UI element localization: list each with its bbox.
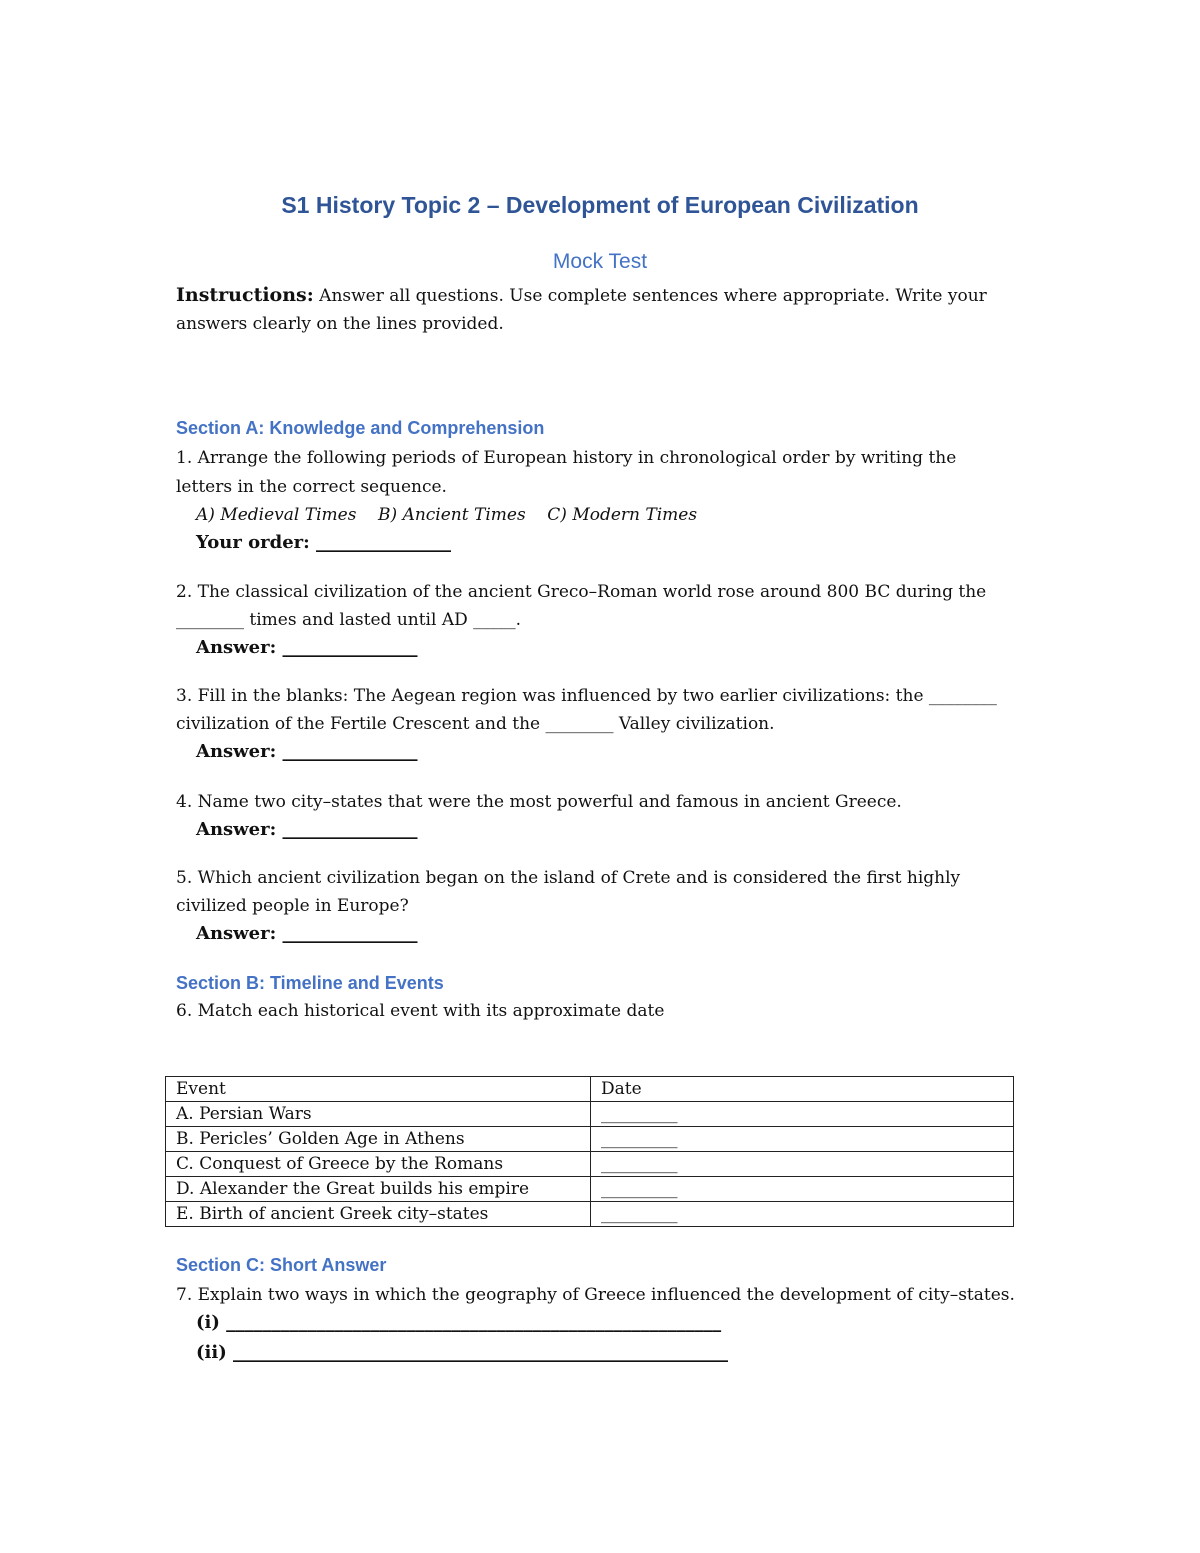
date-blank-cell: _________ <box>591 1127 1014 1152</box>
q4-line-1: 4. Name two city–states that were the most powerful and famous in ancient Greece. <box>176 792 902 812</box>
page-subtitle: Mock Test <box>552 250 648 273</box>
q3-line-2: civilization of the Fertile Crescent and the ________ Valley civilization. <box>176 714 775 734</box>
events-table <box>165 1076 1014 1227</box>
table-header-event: Event <box>166 1077 591 1102</box>
q1-line-1: 1. Arrange the following periods of European history in chronological order by writing the <box>176 448 957 468</box>
q2-line-2: ________ times and lasted until AD _____. <box>176 610 522 630</box>
q7-answer-ii: (ii) _______________________________________________________ <box>196 1342 728 1363</box>
q7-answer-i: (i) _______________________________________________________ <box>196 1312 722 1333</box>
q2-answer-line: Answer: _______________ <box>196 637 418 658</box>
q6-line: 6. Match each historical event with its approximate date <box>176 1001 665 1021</box>
table-row <box>166 1202 1014 1227</box>
instructions-text: Answer all questions. Use complete sentences where appropriate. Write your <box>313 286 987 306</box>
section-c-heading: Section C: Short Answer <box>176 1255 387 1275</box>
q5-line-2: civilized people in Europe? <box>176 896 409 916</box>
table-row <box>166 1127 1014 1152</box>
section-b-heading: Section B: Timeline and Events <box>176 973 444 993</box>
event-cell: B. Pericles’ Golden Age in Athens <box>166 1127 591 1152</box>
q1-line-2: letters in the correct sequence. <box>176 477 447 497</box>
table-row <box>166 1152 1014 1177</box>
table-header-date: Date <box>591 1077 1014 1102</box>
q5-answer-line: Answer: _______________ <box>196 923 418 944</box>
event-cell: D. Alexander the Great builds his empire <box>166 1177 591 1202</box>
instructions-line-2: answers clearly on the lines provided. <box>176 314 504 334</box>
date-blank-cell: _________ <box>591 1152 1014 1177</box>
q2-line-1: 2. The classical civilization of the ancient Greco–Roman world rose around 800 BC during the <box>176 582 987 602</box>
instructions-line-1 <box>176 284 987 307</box>
q5-line-1: 5. Which ancient civilization began on the island of Crete and is considered the first highly <box>176 868 961 888</box>
table-header-row <box>166 1077 1014 1102</box>
section-a-heading: Section A: Knowledge and Comprehension <box>176 418 545 438</box>
q1-answer-line: Your order: _______________ <box>196 532 452 553</box>
event-cell: C. Conquest of Greece by the Romans <box>166 1152 591 1177</box>
q1-options: A) Medieval Times B) Ancient Times C) Modern Times <box>196 505 698 525</box>
table-row <box>166 1102 1014 1127</box>
event-cell: A. Persian Wars <box>166 1102 591 1127</box>
instructions-label: Instructions: <box>176 284 314 306</box>
date-blank-cell: _________ <box>591 1102 1014 1127</box>
date-blank-cell: _________ <box>591 1177 1014 1202</box>
q4-answer-line: Answer: _______________ <box>196 819 418 840</box>
event-cell: E. Birth of ancient Greek city–states <box>166 1202 591 1227</box>
table-row <box>166 1177 1014 1202</box>
date-blank-cell: _________ <box>591 1202 1014 1227</box>
q7-line: 7. Explain two ways in which the geography of Greece influenced the development of city–states. <box>176 1285 1015 1305</box>
page-title: S1 History Topic 2 – Development of European Civilization <box>281 192 919 218</box>
q3-answer-line: Answer: _______________ <box>196 741 418 762</box>
q3-line-1: 3. Fill in the blanks: The Aegean region was influenced by two earlier civilizations: the ________ <box>176 686 997 706</box>
